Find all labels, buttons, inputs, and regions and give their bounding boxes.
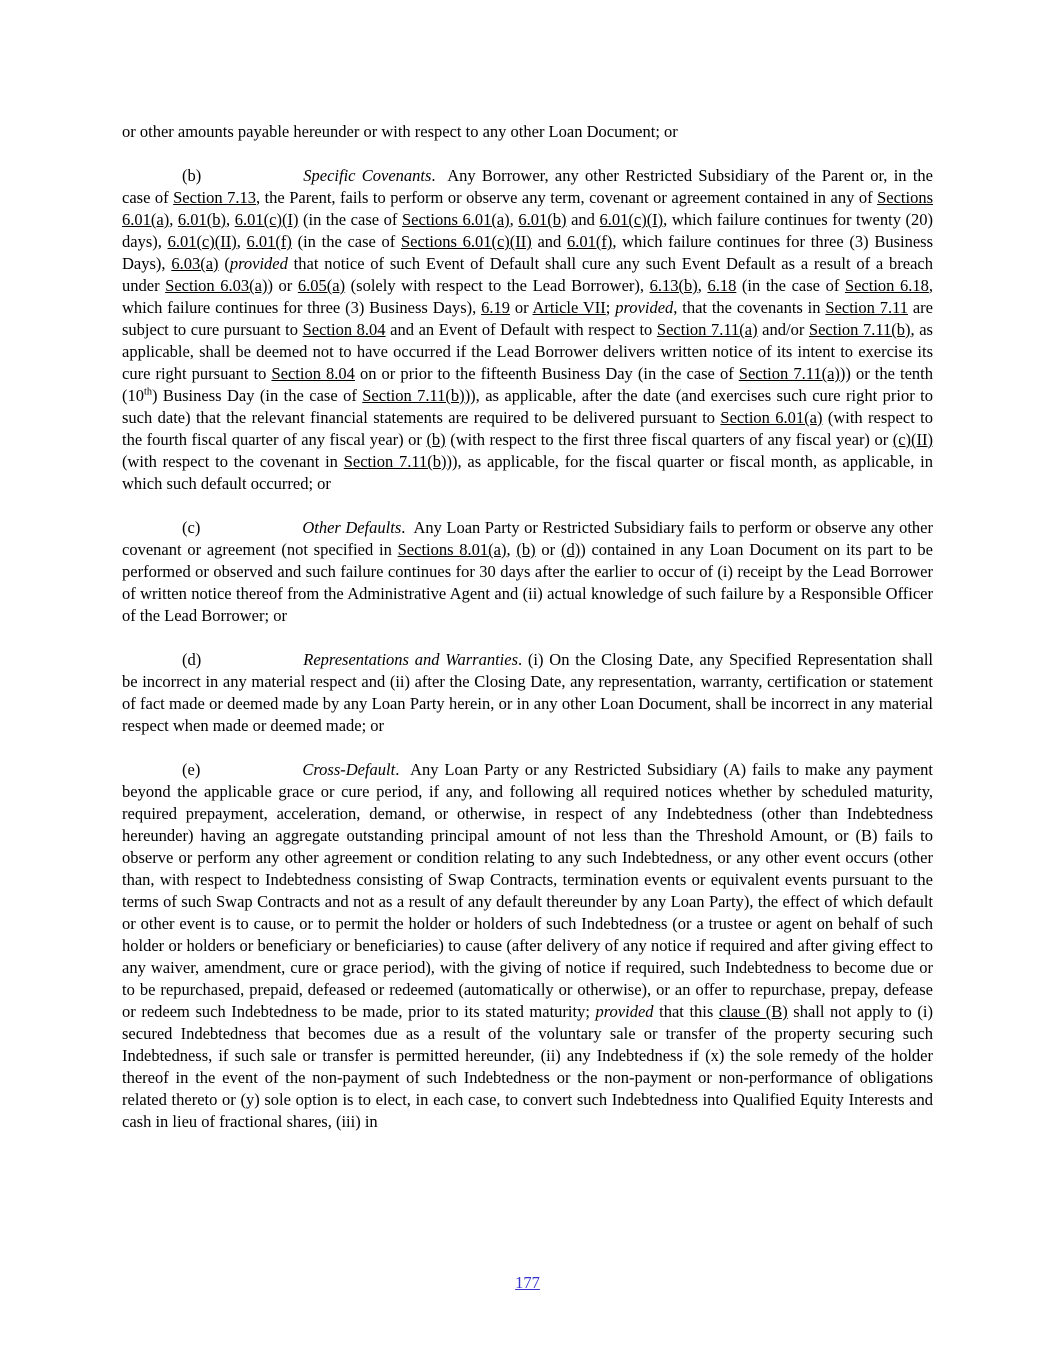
section-reference: Sections 6.01(a) [401,210,510,229]
text-run: (in the case of [291,232,401,251]
section-reference: Section 6.18 [844,276,929,295]
text-run: that this [653,1002,719,1021]
text-run: , [226,210,235,229]
text-run: (in the case of [736,276,845,295]
text-run: ) Business Day (in the case of [151,386,363,405]
section-reference: Section 7.11(a) [738,364,840,383]
text-run: ( [218,254,230,273]
section-reference: Article VII [532,298,606,317]
section-reference: Section 8.04 [271,364,355,383]
section-reference: 6.03(a) [171,254,219,273]
text-run: shall not apply to (i) secured Indebtedness that becomes due as a result of the voluntary sale or transfer of the property securing such Indebtedness, if such sale or transfer is permitted hereunder, (ii) any Indebtedness if (x) the sole remedy of the holder thereof in the event of the non-payment of such Indebtedness or the non-payment or non-performance of obligations related thereto or (y) sole option is to elect, in each case, to convert such Indebtedness into Qualified Equity Interests and cash in lieu of fractional shares, (iii) in [122,1002,933,1131]
text-run: (in the case of [298,210,402,229]
section-reference: (d) [560,540,581,559]
section-reference: 6.01(f) [246,232,292,251]
text-run: (with respect to the first three fiscal quarters of any fiscal year) or [445,430,893,449]
text-run: , [506,540,517,559]
text-run: (with respect to the fourth fiscal quarter of any fiscal year) or [122,408,933,449]
text-run: , which failure continues for three (3) Business Days), [122,232,933,273]
text-run: , the Parent, fails to perform or observe any term, covenant or agreement contained in any of [255,188,878,207]
emphasized-text: Cross-Default [302,760,396,779]
section-reference: Sections 6.01(a) [122,188,933,229]
text-run: and [531,232,567,251]
section-reference: 6.01(c)(I) [234,210,299,229]
text-run: (d) [182,650,202,669]
text-run: )) or the tenth (10 [122,364,933,405]
text-run: , that the covenants in [673,298,826,317]
section-reference: Section 7.11(b) [362,386,465,405]
text-run: ) or [267,276,298,295]
section-reference: Sections 6.01(c)(II) [400,232,532,251]
text-run: or [535,540,561,559]
paragraph-clause-d-representations-and-warranties [122,649,933,737]
emphasized-text: provided [229,254,288,273]
text-run: )), as applicable, after the date (and exercises such cure right prior to such date) that the relevant financial statements are required to be delivered pursuant to [122,386,933,427]
text-run: ; [605,298,616,317]
section-reference: 6.18 [707,276,737,295]
text-run: , as applicable, shall be deemed not to have occurred if the Lead Borrower delivers written notice of its intent to exercise its cure right pursuant to [122,320,933,383]
emphasized-text: Representations and Warranties [303,650,519,669]
text-run: and/or [757,320,809,339]
section-reference: 6.01(c)(I) [599,210,664,229]
paragraph-clause-e-cross-default [122,759,933,1133]
text-run: (e) [182,760,201,779]
section-reference: (b) [426,430,446,449]
text-run: on or prior to the fifteenth Business Day (in the case of [354,364,739,383]
section-reference: 6.05(a) [297,276,346,295]
emphasized-text: provided [615,298,674,317]
text-run: or [509,298,533,317]
section-reference: Section 7.11(b) [808,320,911,339]
section-reference: clause (B) [718,1002,788,1021]
page-number-link[interactable]: 177 [515,1273,540,1292]
section-reference: Section 7.11(a) [656,320,758,339]
document-body [122,121,933,1133]
section-reference: Section 6.01(a) [720,408,823,427]
section-reference: 6.01(b) [518,210,567,229]
text-run: that notice of such Event of Default shall cure any such Event Default as a result of a breach under [122,254,934,295]
paragraph-clause-b-specific-covenants [122,165,933,495]
superscript-text: th [144,386,152,398]
text-run: (with respect to the covenant in [122,452,344,471]
section-reference: Sections 8.01(a) [397,540,507,559]
text-run: . Any Loan Party or any Restricted Subsidiary (A) fails to make any payment beyond the applicable grace or cure period, if any, and following all required notices whether by scheduled maturity, required prepayment, acceleration, demand, or otherwise, in respect of any Indebtedness (other than Indebtedness hereunder) having an aggregate outstanding principal amount of not less than the Threshold Amount, or (B) fails to observe or perform any other agreement or condition relating to any such Indebtedness, or any other event occurs (other than, with respect to Indebtedness consisting of Swap Contracts, termination events or equivalent events pursuant to the terms of such Swap Contracts and not as a result of any default thereunder by any Loan Party), the effect of which default or other event is to cause, or to permit the holder or holders of such Indebtedness (or a trustee or agent on behalf of such holder or holders or beneficiary or beneficiaries) to cause (after delivery of any notice if required and after giving effect to any waiver, amendment, cure or grace period), with the giving of notice if required, such Indebtedness to become due or to be repurchased, prepaid, defeased or redeemed (automatically or otherwise), or an offer to repurchase, prepay, defease or redeem such Indebtedness to be made, prior to its stated maturity; [122,760,933,1021]
text-run: , [169,210,178,229]
section-reference: 6.01(c)(II) [167,232,237,251]
section-reference: Section 7.13 [173,188,256,207]
text-run: . (i) On the Closing Date, any Specified Representation shall be incorrect in any material respect and (ii) after the Closing Date, any representation, warranty, certification or statement of fact made or deemed made by any Loan Party herein, or in any other Loan Document, shall be incorrect in any material respect when made or deemed made; or [122,650,933,735]
section-reference: Section 7.11 [825,298,908,317]
text-run: , [236,232,247,251]
section-reference: Section 8.04 [302,320,386,339]
text-run: ) contained in any Loan Document on its part to be performed or observed and such failure continues for 30 days after the earlier to occur of (i) receipt by the Lead Borrower of written notice thereof from the Administrative Agent and (ii) actual knowledge of such failure by a Responsible Officer of the Lead Borrower; or [122,540,934,625]
text-run: , [509,210,519,229]
section-reference: 6.13(b) [649,276,698,295]
text-run: , which failure continues for three (3) Business Days), [122,276,934,317]
emphasized-text: Other Defaults [302,518,402,537]
text-run: . Any Borrower, any other Restricted Subsidiary of the Parent or, in the case of [122,166,933,207]
section-reference: (b) [516,540,536,559]
text-run: (c) [182,518,201,537]
section-reference: Section 7.11(b) [343,452,447,471]
text-run: )), as applicable, for the fiscal quarter or fiscal month, as applicable, in which such default occurred; or [122,452,933,493]
paragraph-intro-continuation [122,121,933,143]
section-reference: (c)(II) [892,430,933,449]
section-reference: Section 6.03(a) [165,276,268,295]
text-run: and an Event of Default with respect to [385,320,657,339]
section-reference: 6.01(b) [177,210,227,229]
text-run: . Any Loan Party or Restricted Subsidiary fails to perform or observe any other covenant or agreement (not specified in [122,518,933,559]
page-footer [0,1272,1055,1294]
text-run: are subject to cure pursuant to [122,298,933,339]
text-run: (solely with respect to the Lead Borrower), [345,276,650,295]
emphasized-text: Specific Covenants [303,166,432,185]
emphasized-text: provided [595,1002,654,1021]
paragraph-clause-c-other-defaults [122,517,933,627]
text-run: or other amounts payable hereunder or with respect to any other Loan Document; or [122,122,678,141]
text-run: , [697,276,708,295]
text-run: , which failure continues for twenty (20) days), [122,210,934,251]
section-reference: 6.19 [481,298,510,317]
text-run: (b) [182,166,202,185]
text-run: and [566,210,600,229]
section-reference: 6.01(f) [566,232,613,251]
